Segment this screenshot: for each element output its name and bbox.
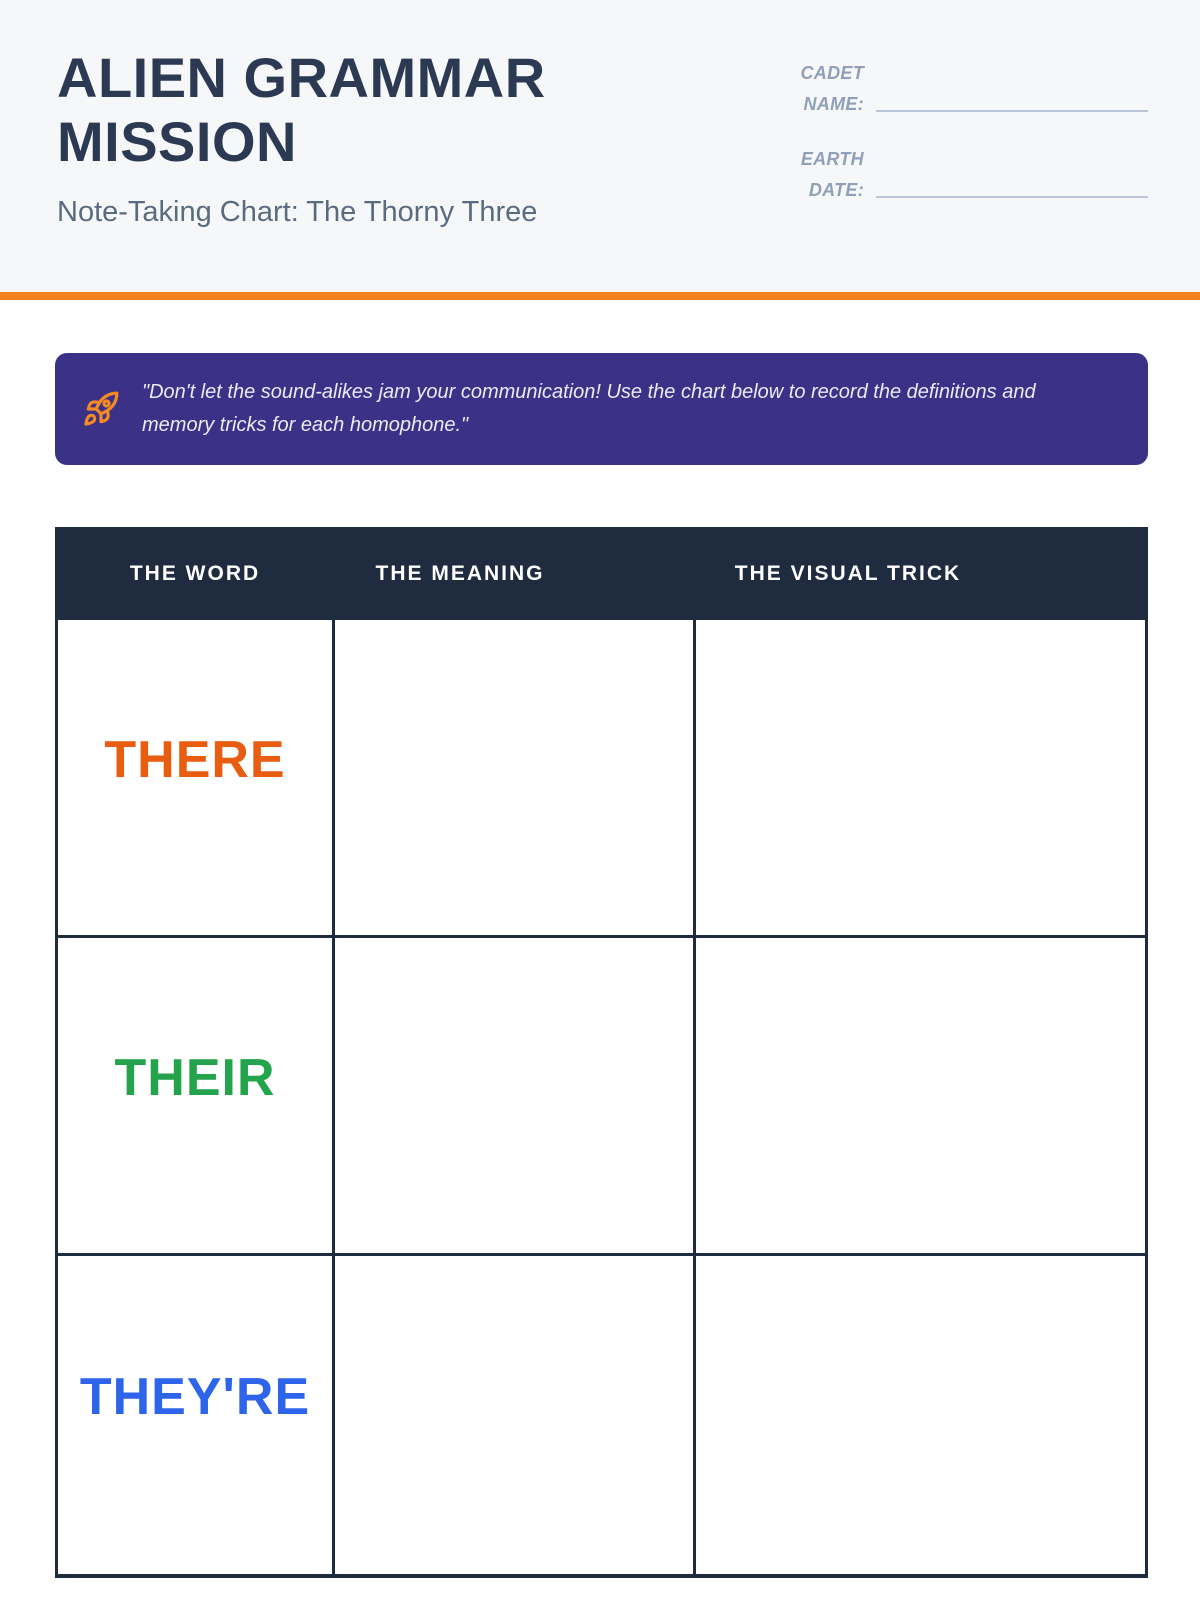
page-subtitle: Note-Taking Chart: The Thorny Three — [57, 195, 538, 228]
earth-date-label: EARTH DATE: — [800, 149, 864, 200]
cadet-name-label: CADET NAME: — [800, 63, 864, 114]
earth-date-field — [766, 144, 1148, 206]
header-fields — [766, 46, 1148, 292]
cadet-name-input-line[interactable] — [876, 110, 1148, 112]
mission-quote: "Don't let the sound-alikes jam your communication! Use the chart below to record the definitions and memory tricks for each homophone." — [142, 381, 1036, 436]
page-header — [0, 0, 1200, 292]
earth-date-input-line[interactable] — [876, 196, 1148, 198]
word-cell-there: THERE — [58, 620, 335, 938]
page-title: ALIEN GRAMMAR MISSION — [57, 46, 546, 173]
column-header-meaning: THE MEANING — [375, 561, 545, 585]
column-header-word: THE WORD — [129, 561, 261, 585]
homophone-table — [55, 527, 1148, 1578]
table-body — [55, 620, 1148, 1578]
title-block — [57, 46, 637, 292]
meaning-cell-theyre[interactable] — [335, 1256, 696, 1574]
meaning-cell-there[interactable] — [335, 620, 696, 938]
mission-banner — [55, 353, 1148, 465]
word-cell-their: THEIR — [58, 938, 335, 1256]
visual-trick-cell-theyre[interactable] — [696, 1256, 1145, 1574]
visual-trick-cell-their[interactable] — [696, 938, 1145, 1256]
word-cell-theyre: THEY'RE — [58, 1256, 335, 1574]
orange-divider — [0, 292, 1200, 300]
rocket-icon — [82, 390, 120, 428]
table-header-row — [55, 527, 1148, 620]
page-content — [0, 353, 1200, 1578]
visual-trick-cell-there[interactable] — [696, 620, 1145, 938]
meaning-cell-their[interactable] — [335, 938, 696, 1256]
column-header-visual-trick: THE VISUAL TRICK — [734, 561, 962, 585]
cadet-name-field — [766, 58, 1148, 120]
